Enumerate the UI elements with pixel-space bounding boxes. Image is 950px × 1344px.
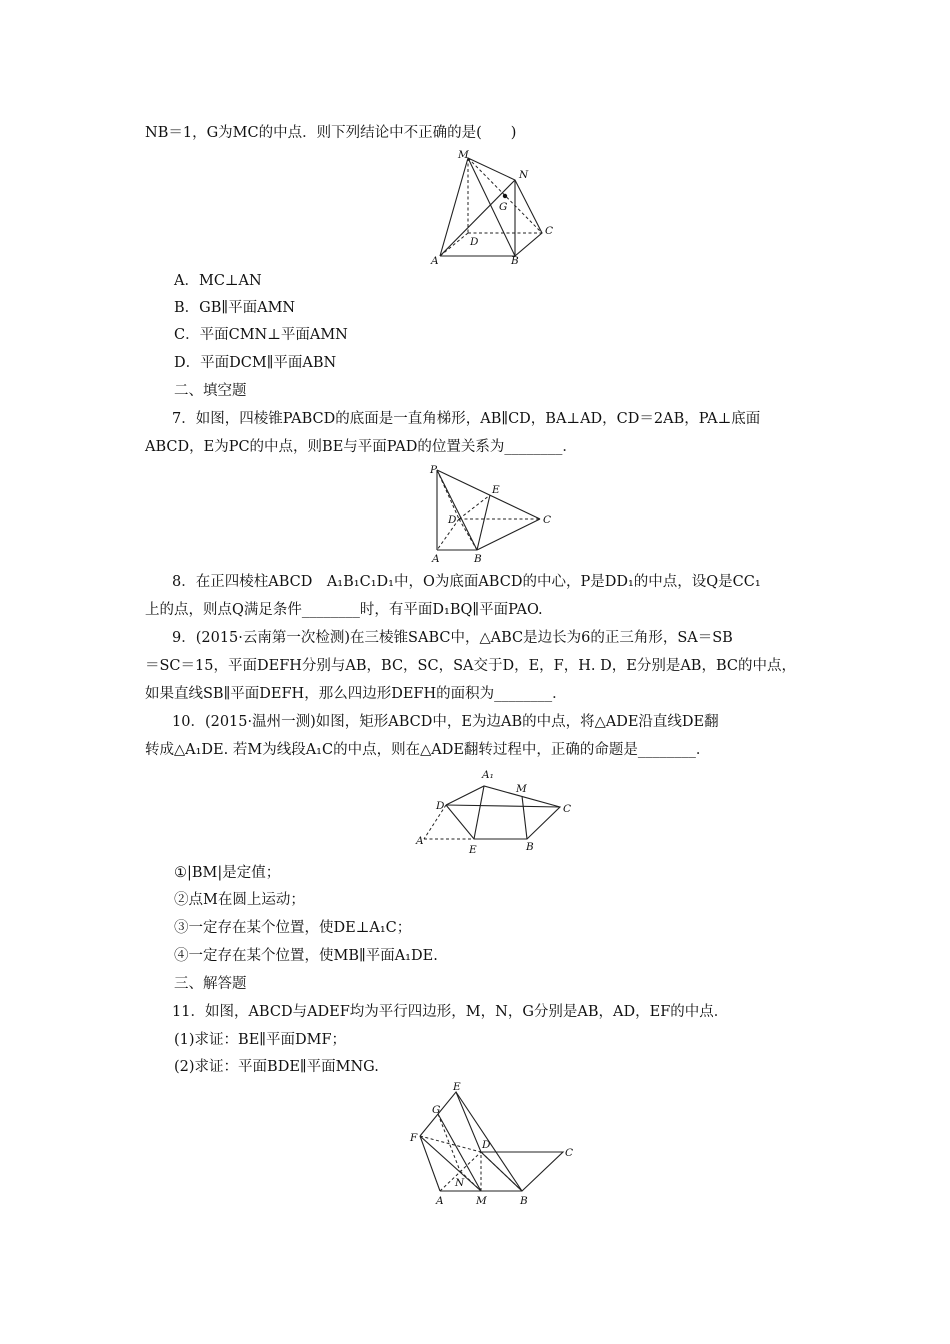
- fig11-label-n: N: [455, 1177, 465, 1189]
- fig10-label-m: M: [516, 783, 527, 795]
- fig6-label-a: A: [431, 255, 439, 266]
- option-d: D．平面DCM∥平面ABN: [174, 355, 337, 371]
- statement-4: ④一定存在某个位置，使MB∥平面A₁DE.: [174, 948, 438, 964]
- figure-q10: [412, 766, 582, 858]
- fig7-label-a: A: [432, 553, 440, 565]
- q8-line-1: 8．在正四棱柱ABCD A₁B₁C₁D₁中，O为底面ABCD的中心，P是DD₁的中点，设Q是CC₁: [172, 574, 761, 590]
- section-answer: 三、解答题: [174, 976, 247, 992]
- q9-line-1: 9．(2015·云南第一次检测)在三棱锥SABC中，△ABC是边长为6的正三角形，SA＝SB: [172, 630, 733, 646]
- fig7-label-b: B: [474, 553, 482, 565]
- fig10-label-b: B: [526, 841, 534, 853]
- fig6-label-b: B: [511, 255, 519, 266]
- statement-2: ②点M在圆上运动；: [174, 892, 305, 908]
- fig6-label-n: N: [519, 169, 529, 181]
- fig6-label-c: C: [545, 225, 554, 237]
- fig10-label-a1: A₁: [482, 769, 494, 781]
- section-fill-in: 二、填空题: [174, 383, 247, 399]
- statement-3: ③一定存在某个位置，使DE⊥A₁C；: [174, 920, 412, 936]
- fig6-label-m: M: [458, 149, 469, 161]
- option-b: B．GB∥平面AMN: [174, 300, 296, 316]
- figure-q6: [425, 146, 565, 266]
- fig7-label-e: E: [492, 484, 500, 496]
- figure-q7: [422, 462, 562, 568]
- q9-line-3: 如果直线SB∥平面DEFH，那么四边形DEFH的面积为________．: [145, 686, 567, 702]
- fig10-label-a: A: [416, 835, 424, 847]
- figure-q11: [400, 1080, 585, 1212]
- q10-line-1: 10．(2015·温州一测)如图，矩形ABCD中，E为边AB的中点，将△ADE沿直线DE翻: [172, 714, 719, 730]
- fig7-label-p: P: [430, 464, 438, 476]
- statement-1: ①|BM|是定值；: [174, 865, 281, 881]
- q11-line-1: 11．如图，ABCD与ADEF均为平行四边形，M，N，G分别是AB，AD，EF的中点．: [172, 1004, 729, 1020]
- option-c: C．平面CMN⊥平面AMN: [174, 327, 348, 343]
- fig6-label-d: D: [470, 236, 479, 248]
- fig6-label-g: G: [499, 201, 508, 213]
- fig11-label-f: F: [410, 1132, 418, 1144]
- q9-line-2: ＝SC＝15，平面DEFH分别与AB，BC，SC，SA交于D，E，F，H. D，E分别是AB，BC的中点，: [145, 658, 796, 674]
- q7-line-2: ABCD，E为PC的中点，则BE与平面PAD的位置关系为________．: [145, 439, 577, 455]
- q11-part-2: (2)求证：平面BDE∥平面MNG.: [174, 1059, 379, 1075]
- q6-stem-tail: NB＝1，G为MC的中点．则下列结论中不正确的是( ): [145, 125, 517, 141]
- fig10-label-d: D: [436, 800, 445, 812]
- fig10-label-c: C: [563, 803, 572, 815]
- q10-line-2: 转成△A₁DE. 若M为线段A₁C的中点，则在△ADE翻转过程中，正确的命题是________．: [145, 742, 711, 758]
- fig11-label-c: C: [565, 1147, 574, 1159]
- fig11-label-g: G: [432, 1104, 441, 1116]
- fig11-label-a: A: [436, 1195, 444, 1207]
- q11-part-1: (1)求证：BE∥平面DMF；: [174, 1032, 347, 1048]
- fig11-label-d: D: [482, 1139, 491, 1151]
- fig11-label-b: B: [520, 1195, 528, 1207]
- fig11-label-e: E: [453, 1081, 461, 1093]
- fig11-label-m: M: [476, 1195, 487, 1207]
- q7-line-1: 7．如图，四棱锥PABCD的底面是一直角梯形，AB∥CD，BA⊥AD，CD＝2AB，PA⊥底面: [172, 411, 761, 427]
- q8-line-2: 上的点，则点Q满足条件________时，有平面D₁BQ∥平面PAO.: [145, 602, 543, 618]
- fig7-label-d: D: [448, 514, 457, 526]
- fig7-label-c: C: [543, 514, 552, 526]
- fig10-label-e: E: [469, 844, 477, 856]
- option-a: A．MC⊥AN: [174, 273, 262, 289]
